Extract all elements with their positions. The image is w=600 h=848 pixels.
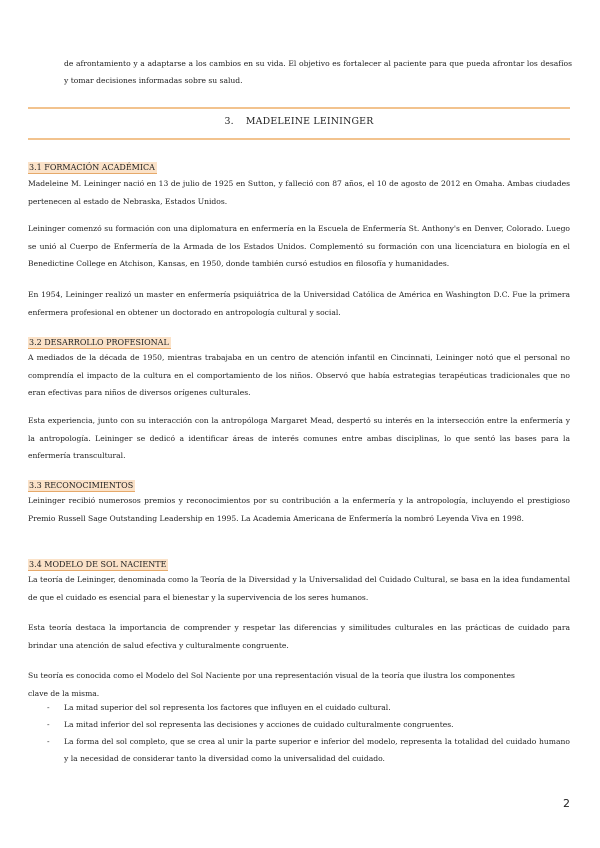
list-item <box>28 716 570 733</box>
list-item-text: La forma del sol completo, que se crea al unir la parte superior e inferior del modelo, representa la totalidad del cuidado humano y la necesidad de considerar tanto la diversidad como la universalidad del cuidado. <box>64 737 570 763</box>
list-item <box>28 733 570 767</box>
bullet-marker: - <box>47 720 50 729</box>
paragraph-reconocimientos-1: Leininger recibió numerosos premios y reconocimientos por su contribución a la enfermería y la antropología, incluyendo el prestigioso Premio Russell Sage Outstanding Leadership en 1995. La Academia Americana de Enfermería la nombró Leyenda Viva en 1998. <box>28 496 570 523</box>
section-heading-desarrollo: 3.2 DESARROLLO PROFESIONAL <box>29 338 169 347</box>
paragraph-sol-naciente-3: Su teoría es conocida como el Modelo del Sol Naciente por una representación visual de la teoría que ilustra los componentes clave de la misma. <box>28 671 515 698</box>
list-item-text: La mitad inferior del sol representa las decisiones y acciones de cuidado culturalmente congruentes. <box>64 720 454 729</box>
paragraph-desarrollo-1: A mediados de la década de 1950, mientras trabajaba en un centro de atención infantil en Cincinnati, Leininger notó que el personal no comprendía el impacto de la cultura en el comportamiento de los niños. Observó que había estrategias terapéuticas tradicionales que no eran efectivas para niños de diversos orígenes culturales. <box>28 353 570 398</box>
bullet-marker: - <box>47 703 50 712</box>
list-item <box>28 699 570 716</box>
paragraph-desarrollo-2: Esta experiencia, junto con su interacción con la antropóloga Margaret Mead, despertó su interés en la intersección entre la enfermería y la antropología. Leininger se dedicó a identificar áreas de interés comunes entre ambas disciplinas, lo que sentó las bases para la enfermería transcultural. <box>28 416 570 461</box>
paragraph-formacion-1: Madeleine M. Leininger nació en 13 de julio de 1925 en Sutton, y falleció con 87 años, el 10 de agosto de 2012 en Omaha. Ambas ciudades pertenecen al estado de Nebraska, Estados Unidos. <box>28 179 570 206</box>
paragraph-sol-naciente-1: La teoría de Leininger, denominada como la Teoría de la Diversidad y la Universalidad del Cuidado Cultural, se basa en la idea fundamental de que el cuidado es esencial para el bienestar y la supervivencia de los seres humanos. <box>28 575 570 602</box>
chapter-rule-top <box>28 107 570 109</box>
section-heading-sol-naciente: 3.4 MODELO DE SOL NACIENTE <box>29 560 167 569</box>
section-heading-formacion: 3.1 FORMACIÓN ACADÉMICA <box>29 163 155 172</box>
paragraph-formacion-2: Leininger comenzó su formación con una diplomatura en enfermería en la Escuela de Enfermería St. Anthony's en Denver, Colorado. Luego se unió al Cuerpo de Enfermería de la Armada de los Estados Unidos. Complementó su formación con una licenciatura en biología en el Benedictine College en Atchison, Kansas, en 1950, donde también cursó estudios en filosofía y humanidades. <box>28 224 570 269</box>
intro-paragraph: de afrontamiento y a adaptarse a los cambios en su vida. El objetivo es fortalecer al paciente para que pueda afrontar los desafíos y tomar decisiones informadas sobre su salud. <box>64 59 572 85</box>
bullet-list <box>28 699 570 767</box>
section-heading-reconocimientos: 3.3 RECONOCIMIENTOS <box>29 481 134 490</box>
paragraph-sol-naciente-2: Esta teoría destaca la importancia de comprender y respetar las diferencias y similitudes culturales en las prácticas de cuidado para brindar una atención de salud efectiva y culturalmente congruente. <box>28 623 570 650</box>
chapter-number: 3. <box>224 116 234 127</box>
list-item-text: La mitad superior del sol representa los factores que influyen en el cuidado cultural. <box>64 703 391 712</box>
bullet-marker: - <box>47 737 50 746</box>
paragraph-formacion-3: En 1954, Leininger realizó un master en enfermería psiquiátrica de la Universidad Católica de América en Washington D.C. Fue la primera enfermera profesional en obtener un doctorado en antropología cultural y social. <box>28 290 570 317</box>
chapter-heading <box>28 116 570 127</box>
chapter-rule-bottom <box>28 138 570 140</box>
page-number: 2 <box>563 797 570 810</box>
chapter-title: MADELEINE LEININGER <box>245 116 374 127</box>
